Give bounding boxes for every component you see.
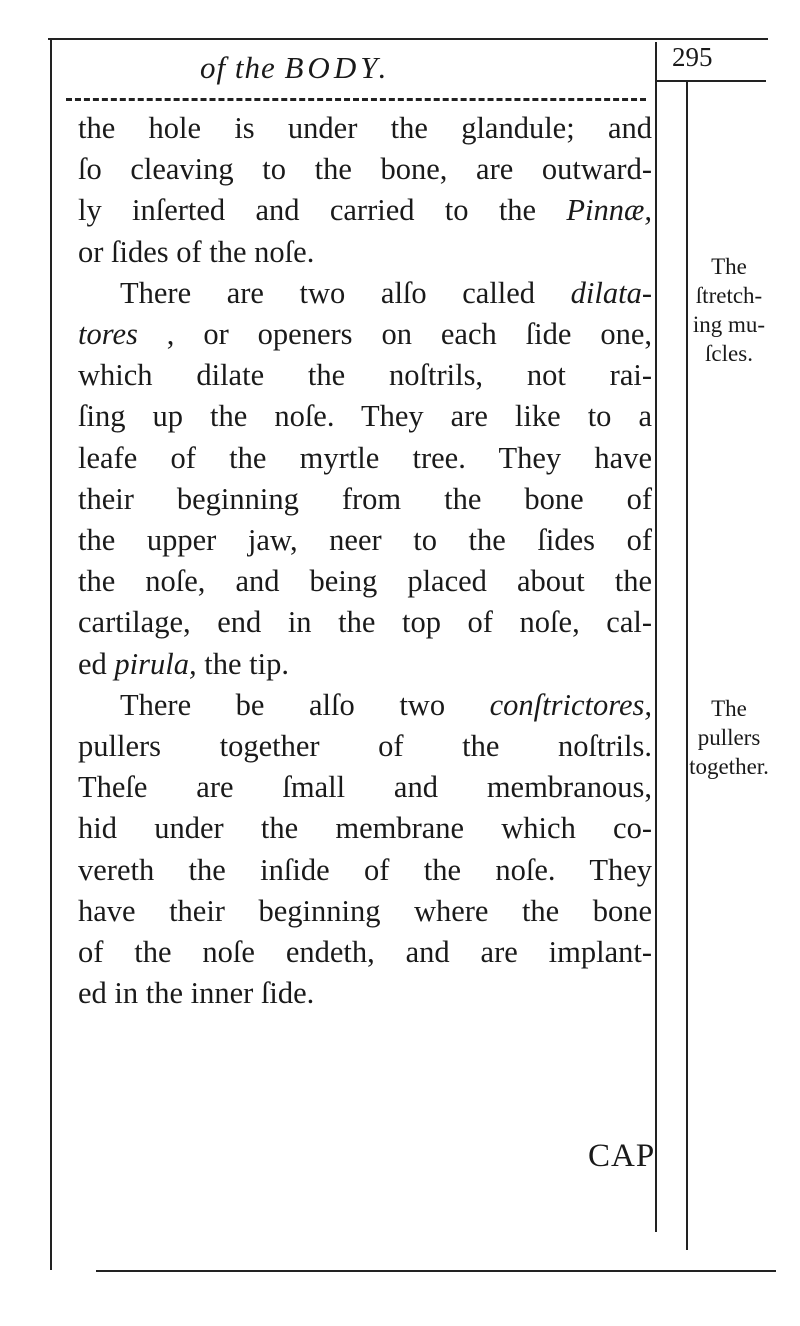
text-segment: , or openers on each ſide one, — [137, 317, 652, 352]
text-line — [78, 355, 652, 396]
top-rule — [48, 38, 768, 40]
italic-term: pirula, — [114, 646, 197, 681]
text-line — [78, 685, 652, 726]
text-segment: the hole is under the glandule; and — [78, 111, 652, 145]
text-line — [78, 767, 652, 808]
text-segment: ſo cleaving to the bone, are outward- — [78, 152, 652, 187]
text-line — [78, 891, 652, 932]
text-segment: the noſe, and being placed about the — [78, 564, 652, 599]
page-number: 295 — [672, 42, 713, 72]
margin-note-line: The — [711, 254, 747, 279]
margin-note-pullers-together — [660, 694, 798, 781]
text-segment: pullers together of the noſtrils. — [78, 729, 652, 764]
margin-note-line: ſtretch- — [695, 283, 763, 308]
italic-term: tores — [78, 317, 138, 352]
text-segment: ſing up the noſe. They are like to a — [78, 399, 652, 434]
text-line — [78, 232, 652, 273]
italic-term: Pinnæ, — [566, 193, 652, 228]
text-line — [78, 808, 652, 849]
left-rule — [50, 40, 52, 1270]
margin-note-line: ing mu- — [692, 312, 766, 337]
text-segment: ed — [78, 646, 115, 681]
text-segment: leafe of the myrtle tree. They have — [78, 440, 652, 475]
text-segment: the upper jaw, neer to the ſides of — [78, 523, 652, 558]
text-segment: the tip. — [196, 646, 289, 681]
text-segment: of the noſe endeth, and are implant- — [78, 935, 652, 970]
margin-note-line: ſcles. — [705, 341, 753, 366]
text-segment: ed in the inner ſide. — [78, 976, 315, 1011]
running-head-prefix: of the — [200, 50, 285, 85]
margin-note-line: The — [711, 696, 747, 721]
running-head-caps: BODY. — [284, 50, 391, 85]
text-line — [78, 314, 652, 355]
text-segment: which dilate the noſtrils, not rai- — [78, 358, 652, 393]
folio-underline — [656, 80, 766, 82]
text-line — [78, 273, 652, 314]
header-dashed-rule — [66, 98, 646, 101]
margin-column-rule — [655, 42, 657, 1232]
text-segment: ly inſerted and carried to the — [78, 193, 567, 228]
text-line — [78, 850, 652, 891]
text-line — [78, 149, 652, 190]
text-line — [78, 396, 652, 437]
margin-note-line: pullers — [697, 725, 761, 750]
text-segment: cartilage, end in the top of noſe, cal- — [78, 605, 652, 640]
body-text — [78, 108, 652, 1014]
margin-note-line: together. — [689, 754, 769, 779]
text-line — [78, 479, 652, 520]
text-segment: There are two alſo called — [120, 275, 571, 310]
text-line — [78, 520, 652, 561]
text-line — [78, 561, 652, 602]
text-line — [78, 108, 652, 149]
text-line — [78, 190, 652, 231]
catchword: CAP — [588, 1138, 656, 1174]
text-line — [78, 726, 652, 767]
margin-note-stretching-muscles — [660, 252, 798, 368]
text-line — [78, 602, 652, 643]
text-segment: Theſe are ſmall and membranous, — [78, 770, 652, 805]
text-segment: There be alſo two — [120, 687, 490, 722]
italic-term: conſtrictores, — [489, 687, 652, 722]
text-segment: have their beginning where the bone — [78, 893, 652, 928]
text-segment: vereth the inſide of the noſe. They — [78, 852, 652, 887]
text-segment: hid under the membrane which co- — [78, 811, 652, 846]
bottom-rule — [96, 1270, 776, 1272]
text-line — [78, 644, 652, 685]
text-line — [78, 932, 652, 973]
text-segment: their beginning from the bone of — [78, 481, 652, 516]
text-line — [78, 973, 652, 1014]
text-line — [78, 438, 652, 479]
running-head — [200, 50, 390, 86]
italic-term: dilata- — [570, 275, 652, 310]
text-segment: or ſides of the noſe. — [78, 234, 315, 269]
